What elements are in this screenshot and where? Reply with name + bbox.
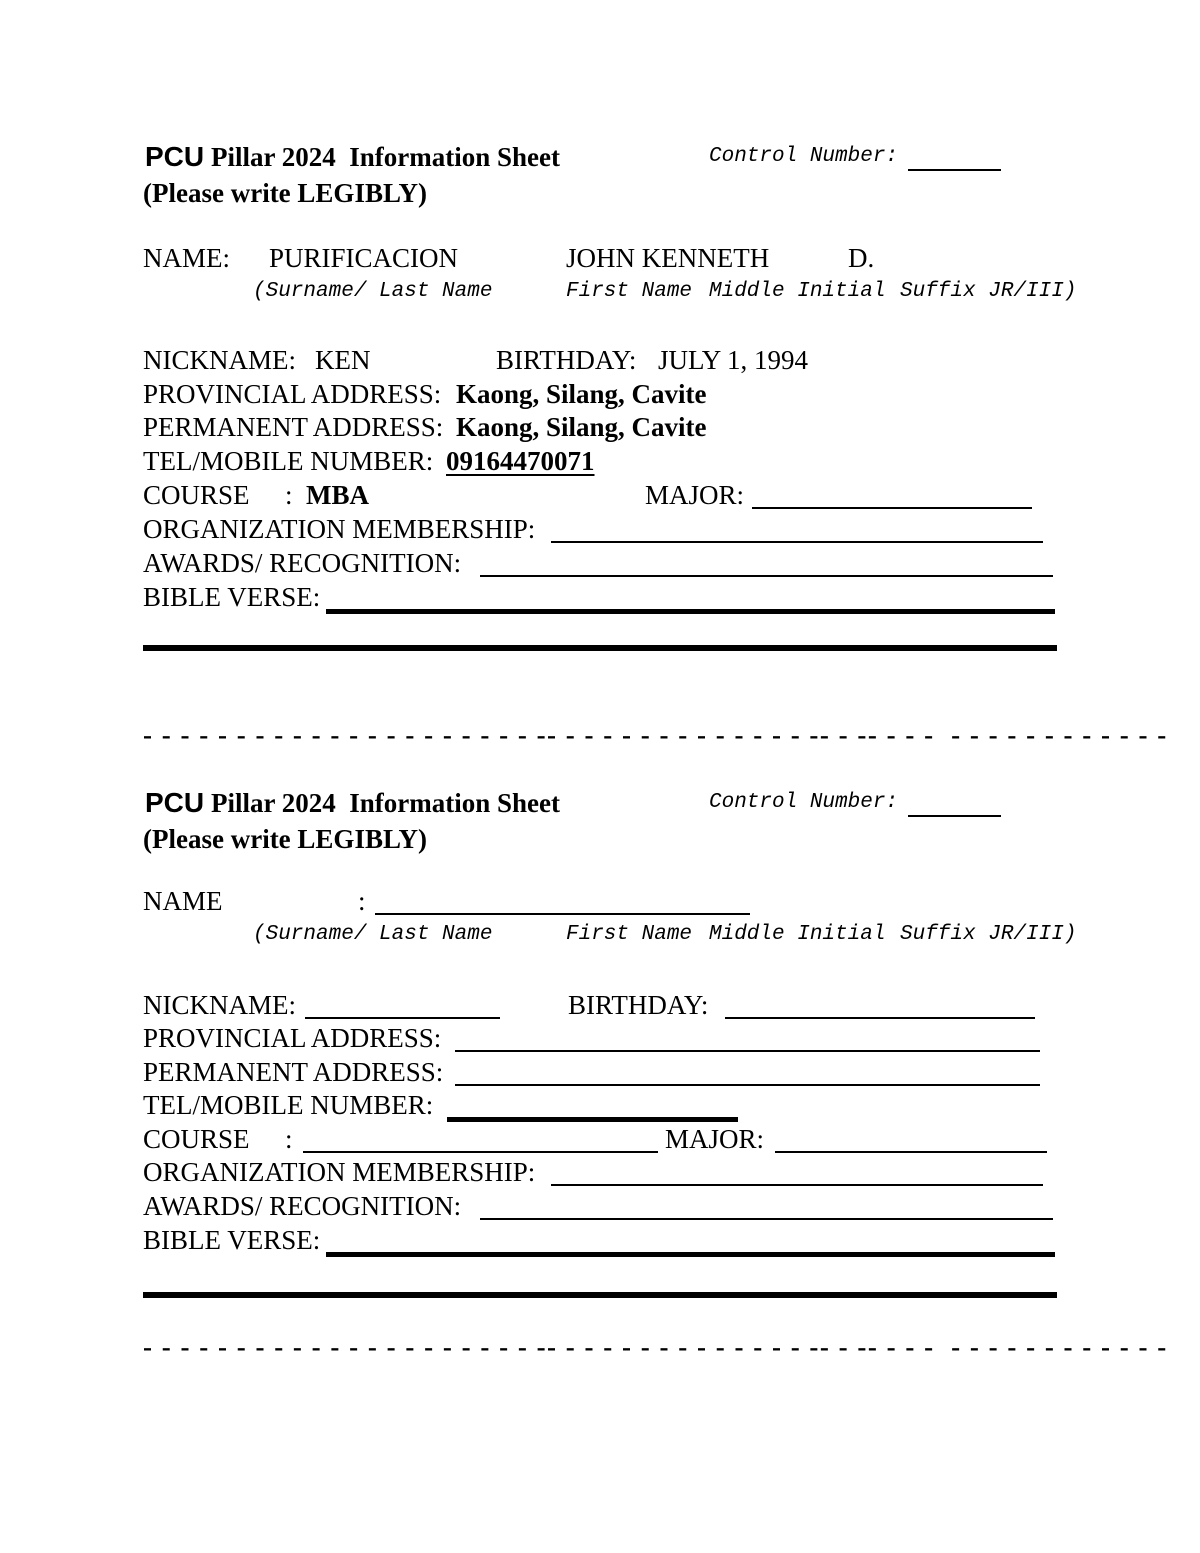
tel-number-blank (447, 1088, 738, 1122)
form1-permanent-row (143, 410, 1057, 444)
control-number-blank (908, 786, 1001, 817)
form2-bible-row (143, 1223, 1057, 1257)
dashed-cut-line: - - - - - - - - - - - - - - - - - - - - - -- - - - - - - - - - - - - - -- - -- - - - - - - - - - - - - - - - (143, 720, 1168, 750)
awards-label: AWARDS/ RECOGNITION: (143, 548, 462, 578)
org-membership-blank (551, 512, 1043, 543)
provincial-address-label: PROVINCIAL ADDRESS: (143, 1023, 442, 1053)
name-first-value: JOHN KENNETH (566, 243, 770, 273)
birthday-label: BIRTHDAY: (496, 345, 637, 375)
form2-provincial-row (143, 1021, 1057, 1055)
form1-org-row (143, 512, 1057, 546)
bible-verse-label: BIBLE VERSE: (143, 582, 321, 612)
course-colon: : (285, 1124, 293, 1154)
form2-header-row (143, 786, 1057, 820)
name-label: NAME: (143, 243, 230, 273)
form2-course-row (143, 1122, 1057, 1156)
form1-bible-row (143, 580, 1057, 614)
dashed-cut-line: - - - - - - - - - - - - - - - - - - - - - -- - - - - - - - - - - - - - -- - -- - - - - - - - - - - - - - - - (143, 1332, 1168, 1362)
form1-cut-line-row (143, 718, 1168, 752)
org-membership-blank (551, 1155, 1043, 1186)
form2-name-hints-row (143, 918, 1077, 952)
form-title: Pillar 2024 Information Sheet (211, 142, 560, 172)
write-legibly-note: (Please write LEGIBLY) (143, 178, 427, 208)
tel-number-value: 09164470071 (446, 446, 595, 476)
nickname-value: KEN (315, 345, 371, 375)
org-membership-label: ORGANIZATION MEMBERSHIP: (143, 514, 536, 544)
form1-provincial-row (143, 377, 1057, 411)
form1-awards-row (143, 546, 1057, 580)
section-divider-rule (143, 1292, 1057, 1298)
pcu-logo-text: PCU (145, 141, 205, 172)
form2-legibly-row (143, 822, 1057, 856)
name-surname-value: PURIFICACION (269, 243, 459, 273)
form2-org-row (143, 1155, 1057, 1189)
major-blank (752, 478, 1032, 509)
awards-label: AWARDS/ RECOGNITION: (143, 1191, 462, 1221)
course-label: COURSE (143, 1124, 250, 1154)
form1-course-row (143, 478, 1057, 512)
course-label: COURSE (143, 480, 250, 510)
form2-name-row (143, 884, 1057, 918)
awards-blank (480, 1189, 1053, 1220)
control-number-label: Control Number: (709, 791, 899, 814)
hint-middle: Middle Initial (709, 923, 886, 946)
hint-first: First Name (566, 923, 693, 946)
name-label: NAME (143, 886, 223, 916)
form2-tel-row (143, 1088, 1057, 1122)
provincial-address-value: Kaong, Silang, Cavite (456, 379, 707, 409)
form2-cut-line-row (143, 1330, 1168, 1364)
permanent-address-value: Kaong, Silang, Cavite (456, 412, 707, 442)
course-blank (303, 1122, 658, 1153)
nickname-label: NICKNAME: (143, 345, 296, 375)
provincial-address-blank (455, 1021, 1040, 1052)
bible-verse-blank (326, 1223, 1055, 1257)
control-number-blank (908, 140, 1001, 171)
control-number-label: Control Number: (709, 145, 899, 168)
permanent-address-label: PERMANENT ADDRESS: (143, 412, 444, 442)
awards-blank (480, 546, 1053, 577)
hint-suffix: Suffix JR/III) (900, 280, 1077, 303)
name-colon: : (358, 886, 366, 916)
section-divider-rule (143, 645, 1057, 651)
name-blank (375, 884, 750, 915)
major-blank (775, 1122, 1047, 1153)
form2-nickname-row (143, 988, 1057, 1022)
write-legibly-note: (Please write LEGIBLY) (143, 824, 427, 854)
course-colon: : (285, 480, 293, 510)
org-membership-label: ORGANIZATION MEMBERSHIP: (143, 1157, 536, 1187)
major-label: MAJOR: (645, 480, 745, 510)
nickname-blank (305, 988, 500, 1019)
hint-surname: (Surname/ Last Name (253, 280, 493, 303)
hint-suffix: Suffix JR/III) (900, 923, 1077, 946)
permanent-address-label: PERMANENT ADDRESS: (143, 1057, 444, 1087)
form1-nickname-row (143, 343, 1057, 377)
pcu-logo-text: PCU (145, 787, 205, 818)
form1-name-hints-row (143, 275, 1077, 309)
hint-first: First Name (566, 280, 693, 303)
hint-surname: (Surname/ Last Name (253, 923, 493, 946)
nickname-label: NICKNAME: (143, 990, 296, 1020)
form1-header-row (143, 140, 1057, 174)
provincial-address-label: PROVINCIAL ADDRESS: (143, 379, 442, 409)
course-value: MBA (306, 480, 369, 510)
name-middle-value: D. (848, 243, 875, 273)
bible-verse-blank (326, 580, 1055, 614)
permanent-address-blank (455, 1055, 1040, 1086)
birthday-value: JULY 1, 1994 (658, 345, 809, 375)
tel-number-label: TEL/MOBILE NUMBER: (143, 1090, 434, 1120)
birthday-blank (725, 988, 1035, 1019)
form1-legibly-row (143, 176, 1057, 210)
form2-awards-row (143, 1189, 1057, 1223)
form2-permanent-row (143, 1055, 1057, 1089)
birthday-label: BIRTHDAY: (568, 990, 709, 1020)
hint-middle: Middle Initial (709, 280, 886, 303)
form-title: Pillar 2024 Information Sheet (211, 788, 560, 818)
tel-number-label: TEL/MOBILE NUMBER: (143, 446, 434, 476)
form1-tel-row (143, 444, 1057, 478)
bible-verse-label: BIBLE VERSE: (143, 1225, 321, 1255)
form1-name-row (143, 241, 1057, 275)
major-label: MAJOR: (665, 1124, 765, 1154)
